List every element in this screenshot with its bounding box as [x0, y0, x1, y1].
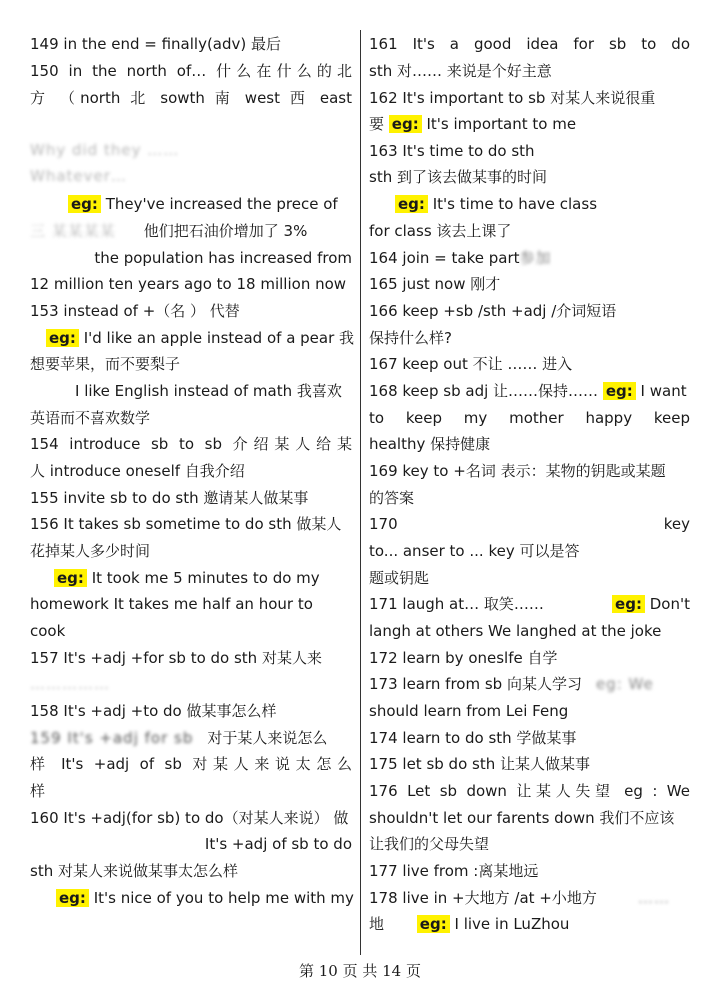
entry-150: 150 in the north of… 什么在什么的北	[30, 62, 352, 80]
example-line: eg: It's time to have class	[369, 194, 690, 216]
entry-150-cont: 方 （north 北 sowth 南 west 西 east	[30, 89, 352, 107]
entry-160: 160 It's +adj(for sb) to do（对某人来说） 做	[30, 809, 349, 827]
entry-171-cont: langh at others We langhed at the joke	[369, 622, 662, 640]
example-line: eg: It's nice of you to help me with my	[30, 888, 352, 910]
example-line: eg: I'd like an apple instead of a pear 我	[30, 328, 352, 350]
entry-163-cont: sth 到了该去做某事的时间	[369, 168, 547, 186]
entry-155: 155 invite sb to do sth 邀请某人做某事	[30, 489, 309, 507]
translation-line: 三 某某某某 他们把石油价增加了 3%	[30, 222, 308, 240]
entry-156-cont: 花掉某人多少时间	[30, 542, 151, 560]
example-line: the population has increased from	[94, 249, 352, 267]
entry-159-cont: 样	[30, 782, 46, 800]
entry-166: 166 keep +sb /sth +adj /介词短语	[369, 302, 617, 320]
eg-highlight: eg:	[46, 329, 79, 347]
entry-170-cont: to... anser to ... key 可以是答	[369, 542, 580, 560]
entry-175: 175 let sb do sth 让某人做某事	[369, 755, 590, 773]
entry-161: 161 It's a good idea for sb to do	[369, 35, 690, 53]
eg-highlight: eg:	[68, 195, 101, 213]
entry-176-cont: shouldn't let our farents down 我们不应该	[369, 809, 675, 827]
entry-163: 163 It's time to do sth	[369, 142, 535, 160]
column-divider	[360, 30, 361, 955]
eg-highlight: eg:	[603, 382, 636, 400]
example-line: 12 million ten years ago to 18 million now	[30, 275, 347, 293]
entry-162-cont: 要 eg: It's important to me	[369, 115, 577, 133]
entry-173: 173 learn from sb 向某人学习 eg: We	[369, 675, 654, 693]
example-line: homework It takes me half an hour to	[30, 595, 313, 613]
entry-149: 149 in the end = finally(adv) 最后	[30, 35, 282, 53]
entry-153: 153 instead of +（名 ） 代替	[30, 302, 240, 320]
eg-highlight: eg:	[612, 595, 645, 613]
entry-168: 168 keep sb adj 让……保持…… eg: I want	[369, 382, 687, 400]
entry-156: 156 It takes sb sometime to do sth 做某人	[30, 515, 342, 533]
entry-164: 164 join = take part参加	[369, 249, 552, 267]
entry-174: 174 learn to do sth 学做某事	[369, 729, 577, 747]
entry-178-cont: 地 eg: I live in LuZhou	[369, 915, 570, 933]
entry-159: 159 It's +adj for sb 对于某人来说怎么	[30, 729, 328, 747]
example-line: cook	[30, 622, 66, 640]
entry-162: 162 It's important to sb 对某人来说很重	[369, 89, 656, 107]
entry-171: 171 laugh at… 取笑…… eg: Don't	[369, 595, 690, 613]
entry-166-cont: 保持什么样?	[369, 329, 452, 347]
example-line: for class 该去上课了	[369, 222, 512, 240]
entry-168-cont: healthy 保持健康	[369, 435, 491, 453]
entry-170-cont: 题或钥匙	[369, 569, 430, 587]
blurred-line: Why did they ……	[30, 141, 180, 159]
entry-169: 169 key to +名词 表示：某物的钥匙或某题	[369, 462, 666, 480]
entry-172: 172 learn by oneslfe 自学	[369, 649, 558, 667]
translation-line: 英语而不喜欢数学	[30, 409, 151, 427]
translation-line: 想要苹果，而不要梨子	[30, 355, 181, 373]
entry-176-cont: 让我们的父母失望	[369, 835, 490, 853]
entry-157: 157 It's +adj +for sb to do sth 对某人来	[30, 649, 322, 667]
entry-173-cont: should learn from Lei Feng	[369, 702, 569, 720]
entry-159-cont: 样 It's +adj of sb 对某人来说太怎么	[30, 755, 352, 773]
entry-167: 167 keep out 不让 …… 进入	[369, 355, 573, 373]
eg-highlight: eg:	[56, 889, 89, 907]
entry-177: 177 live from :离某地远	[369, 862, 539, 880]
entry-160-cont: It's +adj of sb to do	[204, 835, 352, 853]
entry-176: 176 Let sb down 让某人失望 eg : We	[369, 782, 690, 800]
entry-169-cont: 的答案	[369, 489, 415, 507]
entry-165: 165 just now 刚才	[369, 275, 501, 293]
example-line: I like English instead of math 我喜欢	[75, 382, 342, 400]
entry-154-cont: 人 introduce oneself 自我介绍	[30, 462, 245, 480]
eg-highlight: eg:	[54, 569, 87, 587]
eg-highlight: eg:	[395, 195, 428, 213]
example-line: eg: It took me 5 minutes to do my	[30, 568, 352, 590]
example-line: eg: They've increased the prece of	[30, 194, 314, 216]
entry-154: 154 introduce sb to sb 介绍某人给某	[30, 435, 352, 453]
entry-160-cont: sth 对某人来说做某事太怎么样	[30, 862, 238, 880]
page-footer: 第 10 页 共 14 页	[298, 962, 421, 980]
entry-158: 158 It's +adj +to do 做某事怎么样	[30, 702, 277, 720]
blurred-line: Whatever…	[30, 167, 127, 185]
entry-170: 170 key	[369, 515, 690, 533]
entry-168-cont: to keep my mother happy keep	[369, 409, 690, 427]
entry-161-cont: sth 对…… 来说是个好主意	[369, 62, 552, 80]
entry-178: 178 live in +大地方 /at +小地方 ……	[369, 889, 670, 907]
eg-highlight: eg:	[417, 915, 450, 933]
blurred-line: ……………	[30, 675, 110, 693]
eg-highlight: eg:	[389, 115, 422, 133]
